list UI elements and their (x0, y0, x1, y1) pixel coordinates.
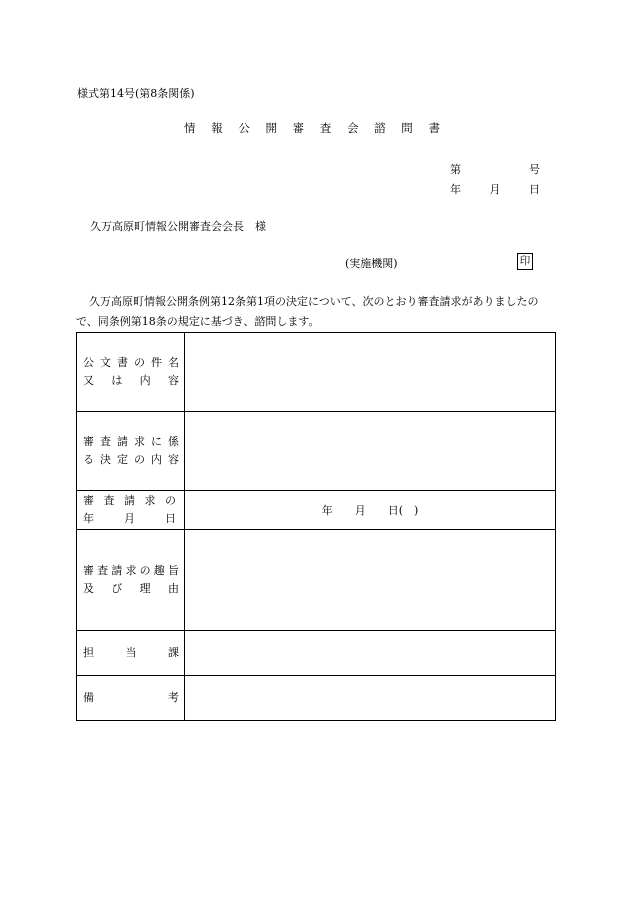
label-document-name (77, 333, 185, 412)
label-char: 又 (83, 374, 94, 387)
label-line (83, 510, 179, 528)
label-char: 審 (83, 494, 94, 507)
addressee: 久万高原町情報公開審査会会長 様 (90, 220, 266, 233)
label-char: 審 (83, 435, 94, 448)
document-title: 情 報 公 開 審 査 会 諮 問 書 (184, 121, 446, 135)
label-line (83, 562, 179, 580)
label-remarks (77, 676, 185, 721)
label-char: 内 (139, 374, 151, 387)
label-char: は (111, 374, 123, 387)
label-char: 考 (168, 691, 179, 704)
table-row (77, 333, 556, 412)
label-char: 当 (125, 646, 137, 659)
label-char: 及 (83, 582, 94, 595)
label-char: 求 (134, 435, 145, 448)
label-char: 由 (167, 582, 179, 595)
label-char: び (111, 582, 123, 595)
label-char: の (165, 494, 176, 507)
table-row (77, 631, 556, 676)
label-char: る (83, 453, 94, 466)
label-line (83, 354, 179, 372)
label-char: 件 (151, 356, 162, 369)
implementing-agency: (実施機関) (345, 257, 398, 270)
field-document-name[interactable] (185, 333, 556, 412)
field-remarks[interactable] (185, 676, 556, 721)
label-char: の (134, 453, 145, 466)
table-row (77, 676, 556, 721)
label-char: 査 (100, 435, 111, 448)
inquiry-table (76, 332, 556, 721)
label-char: 定 (117, 453, 128, 466)
label-char: 文 (100, 356, 111, 369)
label-char: 査 (97, 564, 109, 577)
label-line (83, 451, 179, 469)
field-request-purpose[interactable] (185, 530, 556, 631)
label-line (83, 492, 179, 510)
label-char: 内 (151, 453, 162, 466)
label-line (83, 580, 179, 598)
date-year: 年 (450, 183, 461, 196)
label-char: の (139, 564, 151, 577)
label-decision-content (77, 412, 185, 491)
label-char: 審 (83, 564, 94, 577)
label-request-purpose (77, 530, 185, 631)
field-department[interactable] (185, 631, 556, 676)
label-char: 求 (125, 564, 137, 577)
label-char: 月 (124, 512, 135, 525)
label-char: 請 (124, 494, 135, 507)
field-request-date[interactable]: 年 月 日( ) (185, 491, 556, 530)
label-char: 年 (83, 512, 94, 525)
label-line (83, 372, 179, 390)
label-char: 担 (83, 646, 94, 659)
label-char: の (134, 356, 145, 369)
table-row (77, 491, 556, 530)
table-row (77, 412, 556, 491)
label-char: 趣 (153, 564, 165, 577)
table-row (77, 530, 556, 631)
label-char: 書 (117, 356, 128, 369)
label-char: 請 (111, 564, 123, 577)
label-char: 課 (168, 646, 179, 659)
label-char: 求 (144, 494, 156, 507)
label-char: 公 (83, 356, 94, 369)
label-char: 係 (168, 435, 179, 448)
date-line (450, 180, 540, 200)
label-char: 容 (168, 453, 179, 466)
number-line (450, 160, 540, 180)
seal-mark: 印 (517, 253, 533, 270)
label-char: 決 (100, 453, 111, 466)
label-char: 日 (165, 512, 176, 525)
label-char: 理 (139, 582, 151, 595)
date-day: 日 (529, 183, 540, 196)
label-char: 容 (167, 374, 179, 387)
label-char: に (151, 435, 162, 448)
label-request-date (77, 491, 185, 530)
number-prefix: 第 (450, 163, 461, 176)
date-month: 月 (489, 183, 501, 196)
field-decision-content[interactable] (185, 412, 556, 491)
label-department (77, 631, 185, 676)
label-char: 請 (117, 435, 128, 448)
body-text: 久万高原町情報公開条例第12条第1項の決定について、次のとおり審査請求がありましたので、同条例第18条の規定に基づき、諮問します。 (76, 295, 539, 328)
reference-number-block (450, 160, 540, 200)
number-suffix: 号 (529, 163, 540, 176)
label-char: 旨 (167, 564, 179, 577)
label-char: 査 (103, 494, 115, 507)
label-line (83, 689, 179, 707)
label-char: 備 (83, 691, 94, 704)
label-char: 名 (168, 356, 179, 369)
form-number-label: 様式第14号(第8条関係) (77, 87, 195, 100)
label-line (83, 644, 179, 662)
label-line (83, 433, 179, 451)
